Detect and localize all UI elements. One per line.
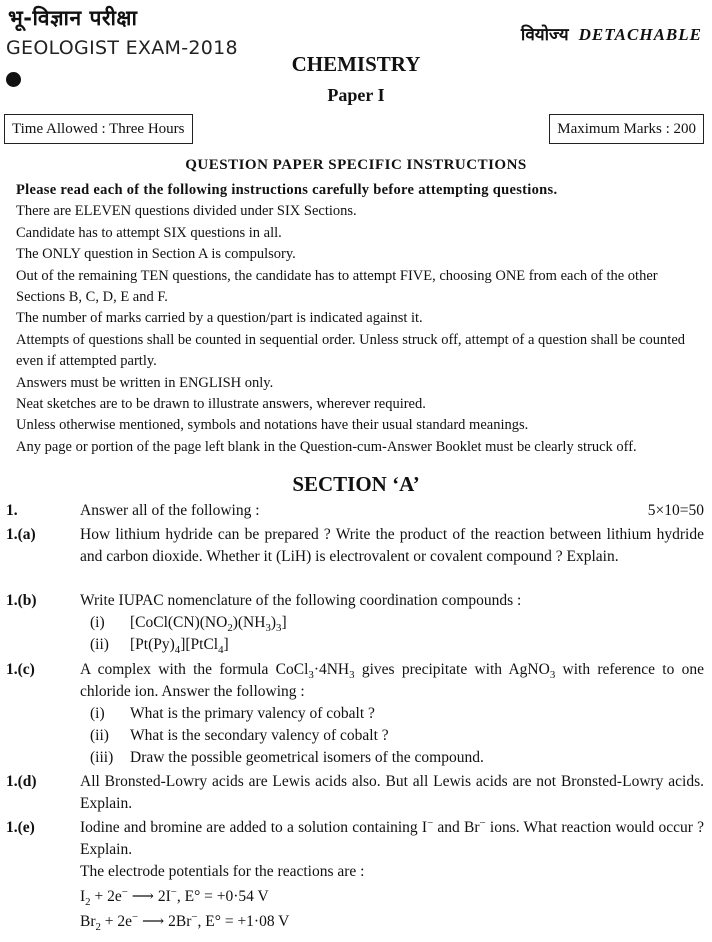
instructions-lead: Please read each of the following instructions carefully before attempting questions. <box>16 182 558 198</box>
question-text: All Bronsted-Lowry acids are Lewis acids also. But all Lewis acids are not Bronsted-Lowry acids. Explain. <box>80 773 704 812</box>
instructions-heading: QUESTION PAPER SPECIFIC INSTRUCTIONS <box>185 157 527 173</box>
question-text: How lithium hydride can be prepared ? Write the product of the reaction between lithium hydride and carbon dioxide. Whether it (LiH) is electrovalent or covalent compound ? Explain. <box>80 526 704 565</box>
question-1a <box>6 524 704 568</box>
question-number: 1.(a) <box>6 526 36 543</box>
question-marks: 5×10=50 <box>647 502 704 519</box>
instruction-item: The ONLY question in Section A is compulsory. <box>16 246 296 263</box>
question-number: 1.(b) <box>6 592 37 609</box>
sub-part <box>90 634 704 656</box>
formula-1: $[CoCl(CN)(NO_2)(NH_3)_3]$ <box>130 614 287 635</box>
sub-label: (i) <box>90 614 105 631</box>
section-title: SECTION ‘A’ <box>292 472 420 496</box>
instruction-item: Out of the remaining TEN questions, the candidate has to attempt FIVE, choosing ONE from each of the other Sections B, C, D, E and F. <box>16 267 658 306</box>
paper-title: Paper I <box>327 85 385 105</box>
question-text: Answer all of the following : <box>80 502 260 519</box>
question-number: 1. <box>6 502 18 519</box>
question-text: Write IUPAC nomenclature of the following coordination compounds : <box>80 592 522 609</box>
question-1c <box>6 659 704 769</box>
instructions-list <box>16 180 702 458</box>
hindi-exam-title: भू-विज्ञान परीक्षा <box>8 6 138 30</box>
question-1e <box>6 817 704 933</box>
detachable-label <box>521 22 702 45</box>
max-marks-box: Maximum Marks : 200 <box>549 114 704 144</box>
question-number: 1.(c) <box>6 661 35 678</box>
question-number: 1.(e) <box>6 819 35 836</box>
question-text: A complex with the formula $CoCl_3\cdot 4NH_3$ gives precipitate with AgNO$_3$ with reference to one chloride ion. Answer the following : <box>80 661 704 700</box>
instruction-item: Attempts of questions shall be counted in sequential order. Unless struck off, attempt of a question shall be counted even if attempted partly. <box>16 331 686 370</box>
sub-part: (ii) What is the secondary valency of cobalt ? <box>90 727 389 744</box>
sub-label: (ii) <box>90 636 109 653</box>
instruction-item: Unless otherwise mentioned, symbols and notations have their usual standard meanings. <box>16 417 529 434</box>
question-text: Iodine and bromine are added to a solution containing I− and Br− ions. What reaction would occur ? Explain. <box>80 816 704 858</box>
subject-title: CHEMISTRY <box>291 52 421 76</box>
equation-iodine: $I_2 + 2e^-$ ⟶ 2I−, E° = +0·54 V <box>80 885 269 909</box>
question-1 <box>6 500 704 522</box>
sub-part <box>90 612 704 634</box>
instruction-item: The number of marks carried by a question/part is indicated against it. <box>16 310 423 327</box>
detachable-hindi: वियोज्य <box>520 25 569 45</box>
formula-2: $[Pt(Py)_4][PtCl_4]$ <box>130 636 229 657</box>
question-1d <box>6 771 704 815</box>
instruction-item: Any page or portion of the page left blank in the Question-cum-Answer Booklet must be clearly struck off. <box>16 438 637 455</box>
equation-bromine: $Br_2 + 2e^-$ ⟶ 2Br−, E° = +1·08 V <box>80 910 290 934</box>
question-1b <box>6 590 704 656</box>
sub-part: (iii) Draw the possible geometrical isomers of the compound. <box>90 749 484 766</box>
question-number: 1.(d) <box>6 773 37 790</box>
instruction-item: Answers must be written in ENGLISH only. <box>16 374 274 391</box>
time-allowed-box: Time Allowed : Three Hours <box>4 114 193 144</box>
sub-part: (i) What is the primary valency of cobalt ? <box>90 705 375 722</box>
exam-name: GEOLOGIST EXAM-2018 <box>6 37 238 59</box>
detachable-english: DETACHABLE <box>578 25 702 44</box>
potentials-intro: The electrode potentials for the reactions are : <box>80 863 365 880</box>
instruction-item: Candidate has to attempt SIX questions in all. <box>16 224 282 241</box>
instruction-item: There are ELEVEN questions divided under SIX Sections. <box>16 203 357 220</box>
instruction-item: Neat sketches are to be drawn to illustrate answers, wherever required. <box>16 396 426 413</box>
